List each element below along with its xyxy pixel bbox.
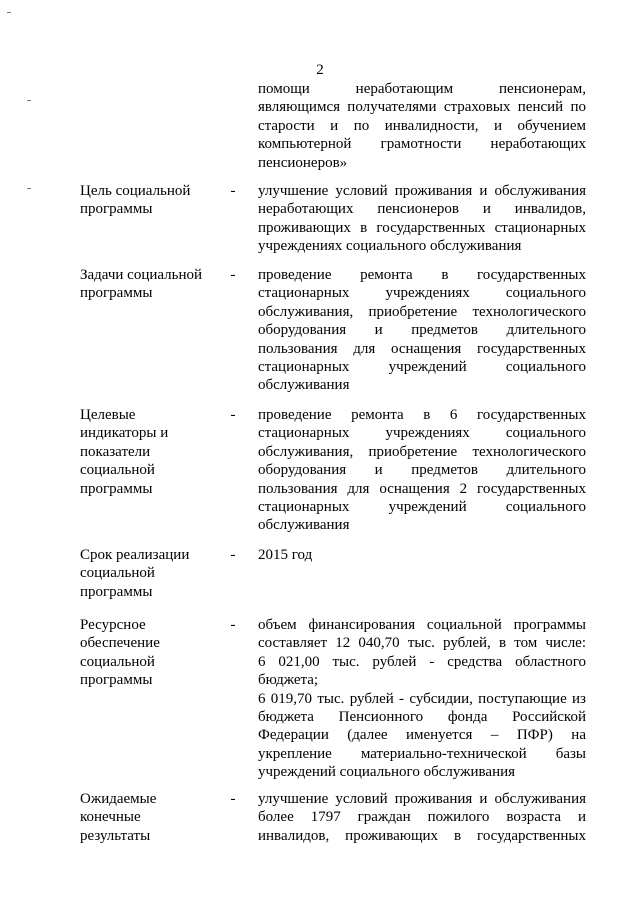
- row-dash: -: [230, 183, 236, 199]
- row-label-line: Срок реализации: [80, 547, 190, 563]
- row-value-line: учреждений социального обслуживания: [258, 764, 516, 781]
- row-dash: -: [230, 407, 236, 423]
- row-dash: -: [230, 547, 236, 563]
- row-value-line: бюджета Пенсионного фонда Российской: [258, 709, 586, 726]
- row-value-line: проживающих в государственных стационарных: [258, 219, 586, 236]
- row-value-line: стационарных учреждений социального: [258, 499, 586, 516]
- scan-mark: [7, 12, 11, 13]
- row-label: [80, 406, 220, 498]
- row-label: [80, 266, 220, 303]
- continuation-line: компьютерной грамотности неработающих: [258, 136, 586, 153]
- row-label: [80, 546, 220, 601]
- row-value-line: 2015 год: [258, 547, 313, 563]
- row-label-line: Целевые: [80, 407, 136, 423]
- row-value: [258, 790, 586, 845]
- row-value-line: пользования для оснащения 2 государственных: [258, 480, 586, 497]
- row-label-line: социальной: [80, 653, 155, 670]
- row-value-line: обслуживания, приобретение технологического: [258, 443, 586, 460]
- continuation-line: пенсионеров»: [258, 154, 348, 171]
- row-value: [258, 616, 586, 782]
- row-value-line: 6 019,70 тыс. рублей - субсидии, поступающие из: [258, 690, 586, 707]
- row-label-line: программы: [80, 201, 153, 218]
- row-value-line: оборудования и предметов длительного: [258, 462, 586, 479]
- row-value-line: 6 021,00 тыс. рублей - средства областного: [258, 653, 586, 670]
- continuation-text: [258, 80, 586, 172]
- row-value-line: стационарных учреждениях социального: [258, 285, 586, 302]
- row-value-line: проведение ремонта в 6 государственных: [258, 407, 586, 423]
- row-value-line: Федерации (далее именуется – ПФР) на: [258, 727, 586, 744]
- row-dash: -: [230, 617, 236, 633]
- continuation-line: являющимся получателями страховых пенсий по: [258, 99, 586, 116]
- page-number: 2: [316, 62, 324, 78]
- row-dash: -: [230, 267, 236, 283]
- row-value-line: укрепление материально-технической базы: [258, 745, 586, 762]
- row-label-line: индикаторы и: [80, 425, 169, 442]
- row-value-line: оборудования и предметов длительного: [258, 322, 586, 339]
- row-value: [258, 182, 586, 256]
- row-label-line: программы: [80, 672, 153, 689]
- row-value-line: объем финансирования социальной программы: [258, 617, 586, 633]
- continuation-line: старости и по инвалидности, и обучением: [258, 117, 586, 134]
- row-value-line: обслуживания: [258, 517, 350, 534]
- row-label-line: показатели: [80, 443, 151, 460]
- row-label-line: Цель социальной: [80, 183, 191, 199]
- row-label-line: программы: [80, 583, 153, 600]
- row-value-line: улучшение условий проживания и обслуживания: [258, 183, 586, 199]
- row-value-line: улучшение условий проживания и обслуживания: [258, 791, 586, 807]
- continuation-line: помощи неработающим пенсионерам,: [258, 81, 586, 97]
- row-value: [258, 266, 586, 395]
- row-dash: -: [230, 791, 236, 807]
- row-value-line: обслуживания, приобретение технологического: [258, 303, 586, 320]
- row-value: [258, 406, 586, 535]
- row-label-line: Задачи социальной: [80, 267, 203, 283]
- row-value-line: составляет 12 040,70 тыс. рублей, в том числе:: [258, 635, 586, 652]
- scan-mark: [27, 100, 31, 101]
- row-value-line: неработающих пенсионеров и инвалидов,: [258, 201, 586, 218]
- row-label: [80, 790, 220, 845]
- row-label: [80, 182, 220, 219]
- scan-mark: [27, 188, 31, 189]
- row-label-line: конечные: [80, 809, 141, 826]
- row-value: [258, 546, 586, 564]
- row-value-line: пользования для оснащения государственных: [258, 340, 586, 357]
- row-label-line: социальной: [80, 462, 155, 479]
- row-value-line: проведение ремонта в государственных: [258, 267, 586, 283]
- row-value-line: инвалидов, проживающих в государственных: [258, 827, 586, 844]
- row-label-line: Ресурсное: [80, 617, 146, 633]
- row-label-line: социальной: [80, 565, 155, 582]
- row-label-line: результаты: [80, 827, 151, 844]
- row-value-line: стационарных учреждений социального: [258, 359, 586, 376]
- row-label-line: программы: [80, 285, 153, 302]
- row-label-line: Ожидаемые: [80, 791, 157, 807]
- row-label-line: программы: [80, 480, 153, 497]
- row-value-line: стационарных учреждениях социального: [258, 425, 586, 442]
- row-value-line: учреждениях социального обслуживания: [258, 238, 522, 255]
- row-value-line: бюджета;: [258, 672, 319, 689]
- row-value-line: обслуживания: [258, 377, 350, 394]
- row-label: [80, 616, 220, 690]
- row-label-line: обеспечение: [80, 635, 160, 652]
- row-value-line: более 1797 граждан пожилого возраста и: [258, 809, 586, 826]
